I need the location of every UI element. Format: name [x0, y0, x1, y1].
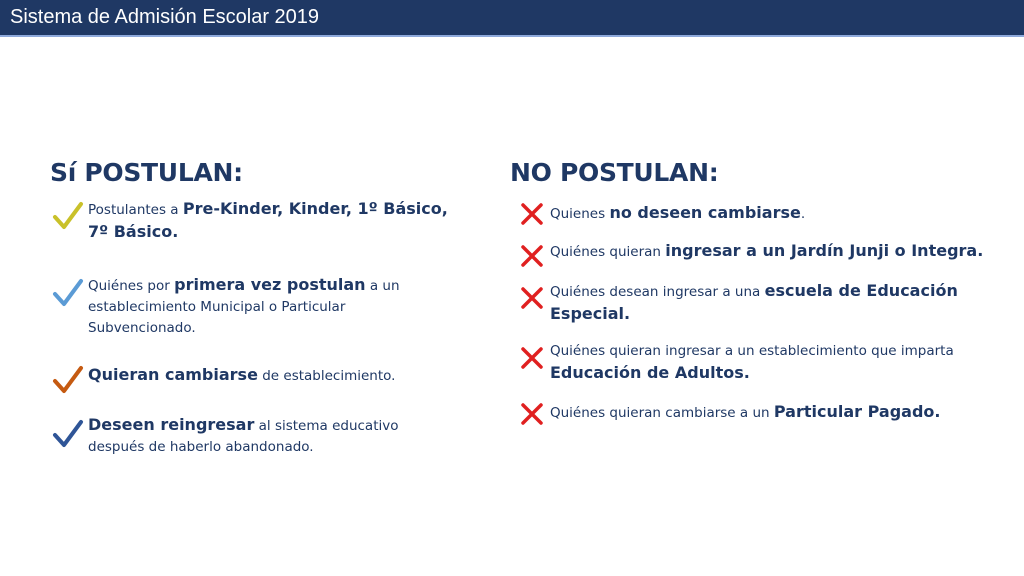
- right-item-3-pre: Quiénes desean ingresar a una: [550, 284, 765, 300]
- right-item-5-bold: Particular Pagado.: [773, 402, 941, 421]
- left-item-4-bold: Deseen reingresar: [88, 415, 255, 434]
- right-item-3-bold: escuela de Educación Especial.: [550, 281, 958, 323]
- right-item-1-pre: Quienes: [550, 206, 610, 222]
- check-icon: [52, 200, 84, 232]
- left-item-3: [88, 364, 458, 387]
- right-item-3: [550, 280, 990, 326]
- cross-mark-3: [523, 289, 541, 307]
- cross-mark-4: [523, 349, 541, 367]
- left-item-2-post: a un establecimiento Municipal o Particular Subvencionado.: [88, 278, 400, 336]
- left-item-1-bold: Pre-Kinder, Kinder, 1º Básico, 7º Básico.: [88, 199, 448, 241]
- check-mark-2: [55, 281, 81, 304]
- right-item-5: [550, 401, 990, 424]
- cross-icon: [520, 202, 544, 226]
- page-title: Sistema de Admisión Escolar 2019: [10, 6, 320, 28]
- left-item-2: [88, 274, 418, 339]
- right-column-title: NO POSTULAN:: [510, 158, 719, 187]
- cross-icon: [520, 244, 544, 268]
- right-item-4-pre: Quiénes quieran ingresar a un establecimiento que imparta: [550, 343, 954, 359]
- cross-icon: [520, 286, 544, 310]
- left-item-4-post: al sistema educativo después de haberlo abandonado.: [88, 418, 399, 455]
- left-column-title: Sí POSTULAN:: [50, 158, 243, 187]
- left-item-2-pre: Quiénes por: [88, 278, 175, 294]
- right-item-4-bold: Educación de Adultos.: [550, 363, 750, 382]
- check-icon: [52, 364, 84, 396]
- right-item-4: [550, 341, 990, 385]
- left-item-2-bold: primera vez postulan: [174, 275, 366, 294]
- right-item-1: [550, 202, 990, 225]
- check-icon: [52, 418, 84, 450]
- right-item-1-bold: no deseen cambiarse: [609, 203, 801, 222]
- cross-mark-2: [523, 247, 541, 265]
- cross-mark-5: [523, 405, 541, 423]
- right-item-1-post: .: [800, 206, 806, 222]
- cross-icon: [520, 402, 544, 426]
- check-mark-4: [55, 422, 81, 445]
- left-item-1-pre: Postulantes a: [88, 202, 183, 218]
- left-item-3-post: de establecimiento.: [257, 368, 396, 384]
- left-item-1: [88, 198, 458, 244]
- right-item-2-bold: ingresar a un Jardín Junji o Integra.: [665, 241, 984, 260]
- check-icon: [52, 277, 84, 309]
- left-item-4: [88, 414, 418, 458]
- right-item-2: [550, 240, 990, 263]
- right-item-5-pre: Quiénes quieran cambiarse a un: [550, 405, 774, 421]
- cross-mark-1: [523, 205, 541, 223]
- cross-icon: [520, 346, 544, 370]
- check-mark-3: [55, 368, 81, 391]
- left-item-3-bold: Quieran cambiarse: [88, 365, 258, 384]
- header-bar: [0, 0, 1024, 37]
- right-item-2-pre: Quiénes quieran: [550, 244, 666, 260]
- check-mark-1: [55, 204, 81, 227]
